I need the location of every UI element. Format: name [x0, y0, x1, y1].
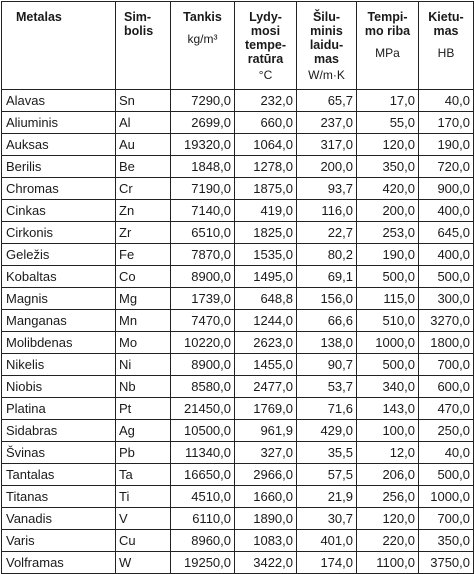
- conductivity-cell: 138,0: [297, 332, 357, 354]
- metal-name-cell: Švinas: [2, 442, 116, 464]
- table-row: [2, 508, 474, 530]
- melting-point-cell: 419,0: [235, 200, 297, 222]
- hardness-cell: 720,0: [419, 156, 474, 178]
- conductivity-cell: 66,6: [297, 310, 357, 332]
- density-cell: 6110,0: [171, 508, 235, 530]
- density-cell: 11340,0: [171, 442, 235, 464]
- hardness-cell: 470,0: [419, 398, 474, 420]
- conductivity-cell: 200,0: [297, 156, 357, 178]
- metal-name-cell: Berilis: [2, 156, 116, 178]
- density-cell: 7190,0: [171, 178, 235, 200]
- tensile-strength-cell: 12,0: [357, 442, 419, 464]
- header-density-unit: kg/m³: [187, 32, 218, 46]
- symbol-cell: Pb: [116, 442, 171, 464]
- density-cell: 8900,0: [171, 354, 235, 376]
- metal-name-cell: Molibdenas: [2, 332, 116, 354]
- tensile-strength-cell: 206,0: [357, 464, 419, 486]
- tensile-strength-cell: 120,0: [357, 508, 419, 530]
- tensile-strength-cell: 115,0: [357, 288, 419, 310]
- hardness-cell: 500,0: [419, 464, 474, 486]
- melting-point-cell: 3422,0: [235, 552, 297, 574]
- metal-name-cell: Vanadis: [2, 508, 116, 530]
- conductivity-cell: 65,7: [297, 90, 357, 112]
- density-cell: 8960,0: [171, 530, 235, 552]
- melting-point-cell: 1455,0: [235, 354, 297, 376]
- symbol-cell: V: [116, 508, 171, 530]
- metal-name-cell: Manganas: [2, 310, 116, 332]
- hardness-cell: 600,0: [419, 376, 474, 398]
- melting-point-cell: 1244,0: [235, 310, 297, 332]
- density-cell: 8580,0: [171, 376, 235, 398]
- tensile-strength-cell: 1100,0: [357, 552, 419, 574]
- tensile-strength-cell: 253,0: [357, 222, 419, 244]
- tensile-strength-cell: 200,0: [357, 200, 419, 222]
- table-row: [2, 222, 474, 244]
- table-row: [2, 464, 474, 486]
- symbol-cell: Zn: [116, 200, 171, 222]
- header-conductivity-unit: W/m·K: [308, 68, 345, 82]
- table-body: [2, 90, 474, 574]
- table-row: [2, 442, 474, 464]
- metal-name-cell: Alavas: [2, 90, 116, 112]
- hardness-cell: 350,0: [419, 530, 474, 552]
- density-cell: 7470,0: [171, 310, 235, 332]
- density-cell: 21450,0: [171, 398, 235, 420]
- header-melting-line: mosi: [250, 24, 281, 38]
- conductivity-cell: 317,0: [297, 134, 357, 156]
- table-row: [2, 266, 474, 288]
- table-row: [2, 552, 474, 574]
- symbol-cell: Ti: [116, 486, 171, 508]
- table-row: [2, 200, 474, 222]
- header-symbol-line: Sim-: [124, 10, 152, 24]
- symbol-cell: Ni: [116, 354, 171, 376]
- density-cell: 2699,0: [171, 112, 235, 134]
- melting-point-cell: 1890,0: [235, 508, 297, 530]
- conductivity-cell: 53,7: [297, 376, 357, 398]
- tensile-strength-cell: 143,0: [357, 398, 419, 420]
- symbol-cell: Sn: [116, 90, 171, 112]
- hardness-cell: 3270,0: [419, 310, 474, 332]
- melting-point-cell: 660,0: [235, 112, 297, 134]
- table-row: [2, 398, 474, 420]
- melting-point-cell: 327,0: [235, 442, 297, 464]
- hardness-cell: 300,0: [419, 288, 474, 310]
- table-row: [2, 178, 474, 200]
- density-cell: 7140,0: [171, 200, 235, 222]
- header-hardness-line: mas: [433, 24, 459, 38]
- conductivity-cell: 71,6: [297, 398, 357, 420]
- header-metal-name-label: Metalas: [16, 10, 62, 24]
- header-row: [2, 2, 474, 90]
- symbol-cell: Mn: [116, 310, 171, 332]
- table-row: [2, 134, 474, 156]
- hardness-cell: 1800,0: [419, 332, 474, 354]
- table-row: [2, 332, 474, 354]
- symbol-cell: Nb: [116, 376, 171, 398]
- tensile-strength-cell: 120,0: [357, 134, 419, 156]
- conductivity-cell: 237,0: [297, 112, 357, 134]
- density-cell: 6510,0: [171, 222, 235, 244]
- density-cell: 19320,0: [171, 134, 235, 156]
- melting-point-cell: 2623,0: [235, 332, 297, 354]
- density-cell: 7290,0: [171, 90, 235, 112]
- metal-name-cell: Volframas: [2, 552, 116, 574]
- hardness-cell: 400,0: [419, 200, 474, 222]
- header-conductivity-line: laidu-: [309, 38, 344, 52]
- melting-point-cell: 1278,0: [235, 156, 297, 178]
- symbol-cell: Cu: [116, 530, 171, 552]
- density-cell: 8900,0: [171, 266, 235, 288]
- hardness-cell: 900,0: [419, 178, 474, 200]
- symbol-cell: Fe: [116, 244, 171, 266]
- table-row: [2, 310, 474, 332]
- metal-name-cell: Sidabras: [2, 420, 116, 442]
- melting-point-cell: 1660,0: [235, 486, 297, 508]
- hardness-cell: 400,0: [419, 244, 474, 266]
- table-row: [2, 288, 474, 310]
- hardness-cell: 190,0: [419, 134, 474, 156]
- header-melting-line: Lydy-: [249, 10, 282, 24]
- header-melting-point: [235, 2, 297, 90]
- conductivity-cell: 30,7: [297, 508, 357, 530]
- conductivity-cell: 35,5: [297, 442, 357, 464]
- symbol-cell: Pt: [116, 398, 171, 420]
- metal-name-cell: Varis: [2, 530, 116, 552]
- conductivity-cell: 116,0: [297, 200, 357, 222]
- melting-point-cell: 232,0: [235, 90, 297, 112]
- metal-name-cell: Tantalas: [2, 464, 116, 486]
- symbol-cell: W: [116, 552, 171, 574]
- tensile-strength-cell: 500,0: [357, 354, 419, 376]
- symbol-cell: Co: [116, 266, 171, 288]
- header-melting-unit: °C: [258, 68, 273, 82]
- symbol-cell: Mg: [116, 288, 171, 310]
- tensile-strength-cell: 220,0: [357, 530, 419, 552]
- hardness-cell: 1000,0: [419, 486, 474, 508]
- density-cell: 10220,0: [171, 332, 235, 354]
- table-row: [2, 420, 474, 442]
- tensile-strength-cell: 55,0: [357, 112, 419, 134]
- hardness-cell: 40,0: [419, 90, 474, 112]
- tensile-strength-cell: 420,0: [357, 178, 419, 200]
- header-density: [171, 2, 235, 90]
- density-cell: 7870,0: [171, 244, 235, 266]
- conductivity-cell: 90,7: [297, 354, 357, 376]
- header-conductivity-line: Šilu-: [312, 10, 341, 24]
- symbol-cell: Mo: [116, 332, 171, 354]
- conductivity-cell: 156,0: [297, 288, 357, 310]
- table-row: [2, 244, 474, 266]
- header-conductivity-line: mas: [313, 52, 340, 66]
- metal-name-cell: Chromas: [2, 178, 116, 200]
- density-cell: 1739,0: [171, 288, 235, 310]
- density-cell: 19250,0: [171, 552, 235, 574]
- metal-name-cell: Cirkonis: [2, 222, 116, 244]
- density-cell: 1848,0: [171, 156, 235, 178]
- conductivity-cell: 174,0: [297, 552, 357, 574]
- header-tensile-line: Tempi-: [367, 10, 408, 24]
- header-tensile-unit: MPa: [375, 46, 400, 60]
- tensile-strength-cell: 500,0: [357, 266, 419, 288]
- header-thermal-conductivity: [297, 2, 357, 90]
- melting-point-cell: 1875,0: [235, 178, 297, 200]
- conductivity-cell: 80,2: [297, 244, 357, 266]
- tensile-strength-cell: 350,0: [357, 156, 419, 178]
- tensile-strength-cell: 17,0: [357, 90, 419, 112]
- table-header: [2, 2, 474, 90]
- symbol-cell: Zr: [116, 222, 171, 244]
- conductivity-cell: 429,0: [297, 420, 357, 442]
- hardness-cell: 3750,0: [419, 552, 474, 574]
- melting-point-cell: 2966,0: [235, 464, 297, 486]
- conductivity-cell: 57,5: [297, 464, 357, 486]
- melting-point-cell: 1825,0: [235, 222, 297, 244]
- table-row: [2, 156, 474, 178]
- tensile-strength-cell: 100,0: [357, 420, 419, 442]
- tensile-strength-cell: 1000,0: [357, 332, 419, 354]
- density-cell: 10500,0: [171, 420, 235, 442]
- conductivity-cell: 401,0: [297, 530, 357, 552]
- symbol-cell: Au: [116, 134, 171, 156]
- header-tensile-line: mo riba: [364, 24, 411, 38]
- hardness-cell: 40,0: [419, 442, 474, 464]
- header-hardness-unit: HB: [437, 46, 455, 60]
- melting-point-cell: 1535,0: [235, 244, 297, 266]
- hardness-cell: 700,0: [419, 508, 474, 530]
- conductivity-cell: 69,1: [297, 266, 357, 288]
- density-cell: 16650,0: [171, 464, 235, 486]
- header-tensile-strength: [357, 2, 419, 90]
- hardness-cell: 250,0: [419, 420, 474, 442]
- symbol-cell: Al: [116, 112, 171, 134]
- header-symbol: [116, 2, 171, 90]
- hardness-cell: 700,0: [419, 354, 474, 376]
- table-row: [2, 376, 474, 398]
- header-conductivity-line: minis: [310, 24, 343, 38]
- header-metal-name: [2, 2, 116, 90]
- melting-point-cell: 1769,0: [235, 398, 297, 420]
- metal-name-cell: Kobaltas: [2, 266, 116, 288]
- symbol-cell: Ta: [116, 464, 171, 486]
- melting-point-cell: 1495,0: [235, 266, 297, 288]
- symbol-cell: Ag: [116, 420, 171, 442]
- hardness-cell: 645,0: [419, 222, 474, 244]
- melting-point-cell: 1083,0: [235, 530, 297, 552]
- tensile-strength-cell: 510,0: [357, 310, 419, 332]
- table-row: [2, 486, 474, 508]
- tensile-strength-cell: 340,0: [357, 376, 419, 398]
- conductivity-cell: 22,7: [297, 222, 357, 244]
- table-row: [2, 530, 474, 552]
- hardness-cell: 500,0: [419, 266, 474, 288]
- metals-properties-table: [1, 1, 474, 574]
- conductivity-cell: 21,9: [297, 486, 357, 508]
- density-cell: 4510,0: [171, 486, 235, 508]
- table-row: [2, 90, 474, 112]
- metal-name-cell: Nikelis: [2, 354, 116, 376]
- header-symbol-line: bolis: [124, 24, 154, 38]
- symbol-cell: Be: [116, 156, 171, 178]
- header-melting-line: tempe-: [245, 38, 286, 52]
- header-hardness-line: Kietu-: [428, 10, 464, 24]
- melting-point-cell: 1064,0: [235, 134, 297, 156]
- header-melting-line: ratūra: [247, 52, 284, 66]
- metal-name-cell: Platina: [2, 398, 116, 420]
- metal-name-cell: Magnis: [2, 288, 116, 310]
- metal-name-cell: Titanas: [2, 486, 116, 508]
- melting-point-cell: 648,8: [235, 288, 297, 310]
- melting-point-cell: 2477,0: [235, 376, 297, 398]
- tensile-strength-cell: 190,0: [357, 244, 419, 266]
- metal-name-cell: Cinkas: [2, 200, 116, 222]
- hardness-cell: 170,0: [419, 112, 474, 134]
- header-density-line: Tankis: [183, 10, 222, 24]
- conductivity-cell: 93,7: [297, 178, 357, 200]
- symbol-cell: Cr: [116, 178, 171, 200]
- table-row: [2, 112, 474, 134]
- tensile-strength-cell: 256,0: [357, 486, 419, 508]
- metal-name-cell: Niobis: [2, 376, 116, 398]
- metal-name-cell: Geležis: [2, 244, 116, 266]
- metal-name-cell: Aliuminis: [2, 112, 116, 134]
- melting-point-cell: 961,9: [235, 420, 297, 442]
- metal-name-cell: Auksas: [2, 134, 116, 156]
- metals-properties-sheet: [1, 1, 473, 574]
- table-row: [2, 354, 474, 376]
- header-hardness: [419, 2, 474, 90]
